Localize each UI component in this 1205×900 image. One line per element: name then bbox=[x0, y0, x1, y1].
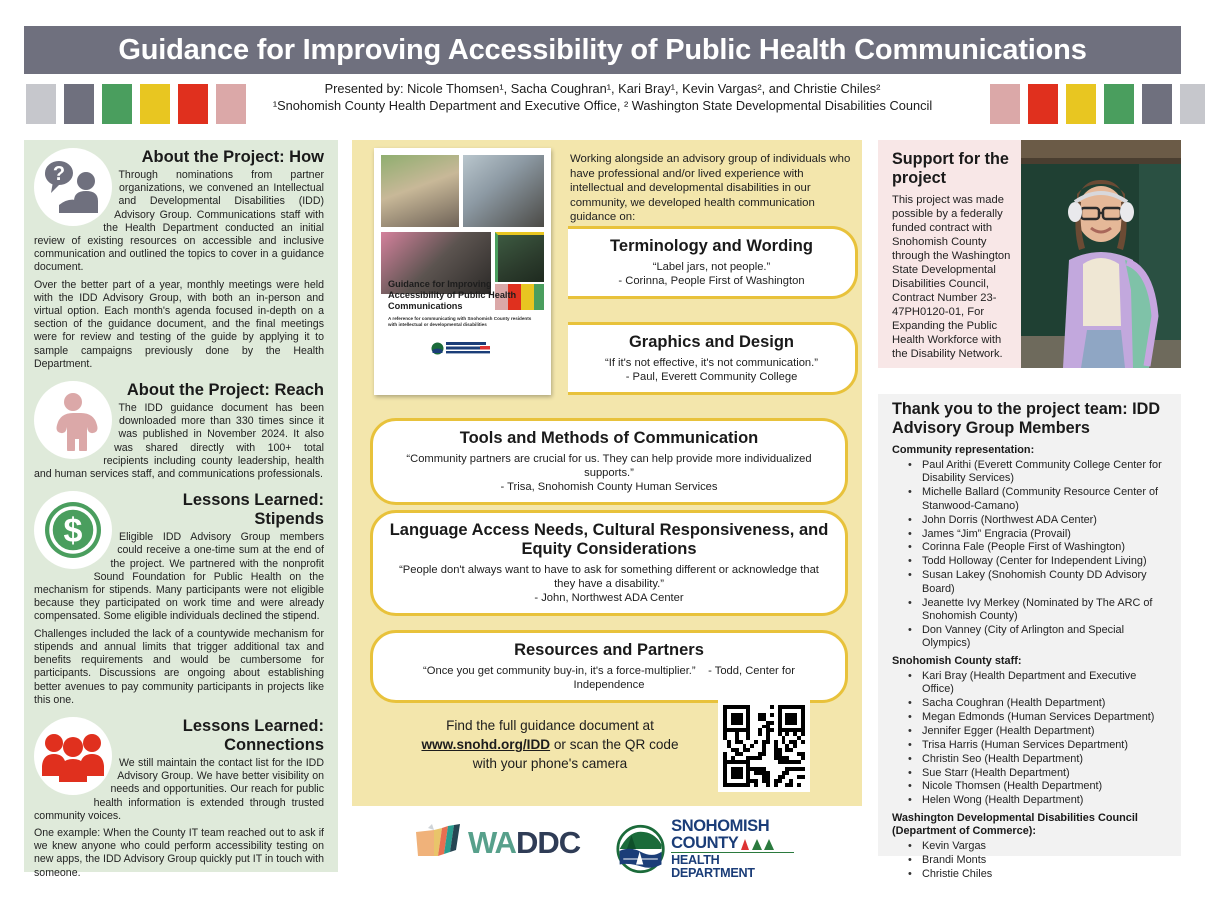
list-item: • Helen Wong (Health Department) bbox=[908, 794, 1170, 807]
snohomish-county-health-logo bbox=[616, 818, 794, 879]
topic-title: Resources and Partners bbox=[514, 641, 704, 659]
washington-state-shape-icon bbox=[414, 822, 462, 864]
team-group-label: Community representation: bbox=[892, 444, 1035, 456]
color-swatch bbox=[1104, 84, 1134, 124]
page-title: Guidance for Improving Accessibility of Public Health Communications bbox=[118, 33, 1087, 66]
list-item: • Brandi Monts bbox=[908, 854, 1170, 867]
qr-code-matrix bbox=[723, 705, 805, 787]
cover-photo-trio-icon bbox=[495, 232, 544, 282]
topic-title: Tools and Methods of Communication bbox=[459, 429, 759, 447]
cover-snohomish-logo-icon bbox=[431, 341, 497, 355]
topic-quote: “If it's not effective, it's not communication.” bbox=[605, 357, 818, 369]
paragraph: The IDD guidance document has been downloaded more than 330 times since it was published in November 2024. It also was shared directly with 100+ total recipients including county leadership, health and human services staff, and communications professionals. bbox=[34, 402, 324, 481]
left-column-panel bbox=[24, 140, 338, 879]
color-swatch bbox=[178, 84, 208, 124]
qr-call-to-action bbox=[370, 700, 848, 790]
qr-line-1: Find the full guidance document at bbox=[446, 718, 654, 733]
paragraph: Challenges included the lack of a countywide mechanism for stipends and annual limits that trigger additional tax and benefits requirements and would be cumbersome for participants. Discussions are ongoing about establishing better avenues to pay community participants in projects like this one. bbox=[34, 627, 324, 706]
left-section bbox=[34, 148, 324, 375]
color-swatch bbox=[102, 84, 132, 124]
list-item: • Kari Bray (Health Department and Executive Office) bbox=[908, 670, 1170, 697]
cover-seal-icon bbox=[431, 342, 444, 355]
left-section bbox=[34, 381, 324, 485]
topic-quote: “Label jars, not people.” bbox=[652, 261, 771, 273]
topic-quote: “Community partners are crucial for us. They can help provide more individualized supports.” bbox=[406, 453, 812, 479]
team-group-label: Washington Developmental Disabilities Council (Department of Commerce): bbox=[892, 811, 1138, 837]
snohomish-line-2: COUNTY bbox=[671, 833, 739, 852]
group-of-people-icon bbox=[34, 717, 112, 795]
list-item: • Paul Arithi (Everett Community College Center for Disability Services) bbox=[908, 459, 1170, 486]
topic-card-language-access bbox=[370, 510, 848, 616]
topic-attribution: - Paul, Everett Community College bbox=[625, 371, 798, 383]
list-item: • Michelle Ballard (Community Resource Center of Stanwood-Camano) bbox=[908, 486, 1170, 513]
left-section bbox=[34, 491, 324, 711]
affiliations-line: ¹Snohomish County Health Department and Executive Office, ² Washington State Developmental Disabilities Council bbox=[272, 98, 933, 113]
topic-attribution: - Corinna, People First of Washington bbox=[618, 275, 805, 287]
cover-title: Guidance for Improving Accessibility of Public Health Communications bbox=[388, 279, 517, 311]
topic-title: Terminology and Wording bbox=[610, 237, 813, 255]
support-text-block bbox=[892, 150, 1014, 361]
paragraph: Over the better part of a year, monthly meetings were held with the IDD Advisory Group, with both an in-person and virtual option. Each month's agenda focused in-depth on a section of the guidance document, and the final meetings were for review and testing of the guide by applying it to sample campaigns previously done by the Health Department. bbox=[34, 278, 324, 370]
list-item: • Jennifer Egger (Health Department) bbox=[908, 725, 1170, 738]
qr-code[interactable] bbox=[718, 700, 810, 792]
svg-text:$: $ bbox=[63, 512, 83, 551]
presenters-line: Presented by: Nicole Thomsen¹, Sacha Coughran¹, Kari Bray¹, Kevin Vargas², and Christie Chiles² bbox=[324, 81, 881, 96]
snohomish-wordmark bbox=[671, 818, 794, 879]
list-item: • Don Vanney (City of Arlington and Special Olympics) bbox=[908, 624, 1170, 651]
team-group-label: Snohomish County staff: bbox=[892, 654, 1022, 667]
list-item: • Jeanette Ivy Merkey (Nominated by The ARC of Snohomish County) bbox=[908, 597, 1170, 624]
topic-attribution: - Trisa, Snohomish County Human Services bbox=[500, 481, 718, 493]
color-swatch bbox=[1028, 84, 1058, 124]
topic-title: Language Access Needs, Cultural Responsiveness, and Equity Considerations bbox=[389, 521, 829, 558]
svg-text:?: ? bbox=[52, 163, 66, 185]
color-swatch bbox=[990, 84, 1020, 124]
color-swatch bbox=[64, 84, 94, 124]
topic-quote: “Once you get community buy-in, it's a force-multiplier.” bbox=[423, 665, 696, 677]
list-item: • Sue Starr (Health Department) bbox=[908, 767, 1170, 780]
list-item: • James “Jim” Engracia (Provail) bbox=[908, 528, 1170, 541]
list-item: • Kevin Vargas bbox=[908, 840, 1170, 853]
cover-wordmark-icon bbox=[446, 342, 494, 354]
qr-line-2-rest: or scan the QR code bbox=[550, 737, 679, 752]
color-swatch bbox=[1180, 84, 1205, 124]
support-body-text: This project was made possible by a federally funded contract with Snohomish County through the Washington State Developmental Disabilities Council, Contract Number 23-47PH0120-01, For Expanding the Public Health Workforce with the Disability Network. bbox=[892, 194, 1011, 360]
support-heading: Support for the project bbox=[892, 150, 1009, 187]
color-swatch bbox=[140, 84, 170, 124]
guide-cover-thumbnail bbox=[374, 148, 551, 395]
list-item: • Susan Lakey (Snohomish County DD Advisory Board) bbox=[908, 569, 1170, 596]
left-section bbox=[34, 717, 324, 884]
snohomish-line-2-row bbox=[671, 835, 794, 852]
team-member-list bbox=[892, 459, 1170, 651]
three-trees-icon bbox=[740, 836, 774, 851]
cover-subtitle: A reference for communicating with Snohomish County residents with intellectual or developmental disabilities bbox=[388, 316, 532, 327]
snohomish-line-1: SNOHOMISH bbox=[671, 817, 770, 835]
color-swatch bbox=[1066, 84, 1096, 124]
guidance-document-link[interactable]: www.snohd.org/IDD bbox=[421, 737, 551, 752]
list-item: • Nicole Thomsen (Health Department) bbox=[908, 780, 1170, 793]
dollar-coin-icon bbox=[34, 491, 112, 569]
left-section-heading: Lessons Learned: Connections bbox=[182, 716, 324, 754]
team-groups-container bbox=[892, 444, 1170, 881]
qr-module bbox=[801, 783, 805, 787]
question-speech-person-icon bbox=[34, 148, 112, 226]
team-member-list bbox=[892, 840, 1170, 881]
support-photo bbox=[1021, 140, 1181, 368]
topic-card-resources bbox=[370, 630, 848, 703]
waddc-wordmark bbox=[468, 825, 580, 861]
middle-intro-text: Working alongside an advisory group of individuals who have professional and/or lived experience with intellectual and developmental disabilities in our community, we developed health communication guidance on: bbox=[570, 153, 851, 223]
qr-line-3: with your phone's camera bbox=[472, 756, 628, 771]
paragraph: One example: When the County IT team reached out to ask if we knew anyone who could perform accessibility testing on new apps, the IDD Advisory Group quickly put IT in touch with someone. bbox=[34, 826, 324, 879]
color-swatches-right bbox=[990, 84, 1205, 124]
list-item: • Trisa Harris (Human Services Department) bbox=[908, 739, 1170, 752]
snohomish-line-3: HEALTH DEPARTMENT bbox=[671, 852, 794, 879]
waddc-logo bbox=[414, 822, 580, 864]
person-portrait-icon bbox=[1021, 140, 1181, 368]
list-item: • Corinna Fale (People First of Washington) bbox=[908, 541, 1170, 554]
cover-photo-meeting-icon bbox=[463, 155, 544, 227]
left-section-heading: Lessons Learned: Stipends bbox=[182, 491, 324, 529]
left-sections-container bbox=[24, 140, 338, 900]
poster-title-bar bbox=[24, 26, 1181, 74]
topic-quote: “People don't always want to have to ask for something different or acknowledge that they have a disability.” bbox=[399, 564, 819, 590]
left-section-heading: About the Project: Reach bbox=[126, 381, 324, 400]
team-text-block bbox=[892, 400, 1170, 881]
team-heading: Thank you to the project team: IDD Advisory Group Members bbox=[892, 400, 1161, 437]
topic-card-tools bbox=[370, 418, 848, 505]
list-item: • John Dorris (Northwest ADA Center) bbox=[908, 514, 1170, 527]
paragraph: Eligible IDD Advisory Group members could receive a one-time sum at the end of the project. We partnered with the nonprofit Sound Foundation for Public Health on the mechanism for stipends. Many participants were not eligible because they participated on work time and were already compensated. Some eligible individuals declined the stipend. bbox=[34, 531, 324, 623]
person-raised-arms-icon bbox=[34, 381, 112, 459]
left-section-heading: About the Project: How bbox=[141, 148, 324, 166]
list-item: • Todd Holloway (Center for Independent Living) bbox=[908, 555, 1170, 568]
color-swatch bbox=[26, 84, 56, 124]
topic-attribution: - Todd, Center for Independence bbox=[573, 665, 795, 691]
guide-cover-artwork bbox=[381, 155, 544, 388]
topic-card-terminology bbox=[568, 226, 858, 299]
list-item: • Christin Seo (Health Department) bbox=[908, 753, 1170, 766]
list-item: • Sacha Coughran (Health Department) bbox=[908, 697, 1170, 710]
byline bbox=[250, 80, 955, 114]
topic-attribution: - John, Northwest ADA Center bbox=[534, 592, 684, 604]
paragraph: Through nominations from partner organizations, we convened an Intellectual and Developmental Disabilities (IDD) Advisory Group. Communications staff with the Health Department conducted an initial review of existing resources on accessible and inclusive communication and outlined the topics to cover in a guidance document. bbox=[34, 169, 324, 274]
team-member-list bbox=[892, 670, 1170, 808]
list-item: • Megan Edmonds (Human Services Department) bbox=[908, 711, 1170, 724]
waddc-wa: WA bbox=[468, 825, 516, 860]
waddc-ddc: DDC bbox=[515, 825, 581, 860]
color-swatch bbox=[1142, 84, 1172, 124]
snohomish-seal-icon bbox=[616, 822, 665, 876]
topic-card-graphics bbox=[568, 322, 858, 395]
footer-logos bbox=[414, 817, 794, 880]
color-swatch bbox=[216, 84, 246, 124]
topic-title: Graphics and Design bbox=[628, 333, 795, 351]
color-swatches-left bbox=[26, 84, 246, 124]
paragraph: We still maintain the contact list for the IDD Advisory Group. We have better visibility on needs and opportunities. Our reach for public health information is extended through trusted community voices. bbox=[34, 756, 324, 822]
cover-photo-family-icon bbox=[381, 155, 459, 227]
list-item: • Christie Chiles bbox=[908, 868, 1170, 881]
topic-quote-with-attribution bbox=[387, 664, 831, 692]
qr-instruction-text bbox=[390, 716, 710, 773]
